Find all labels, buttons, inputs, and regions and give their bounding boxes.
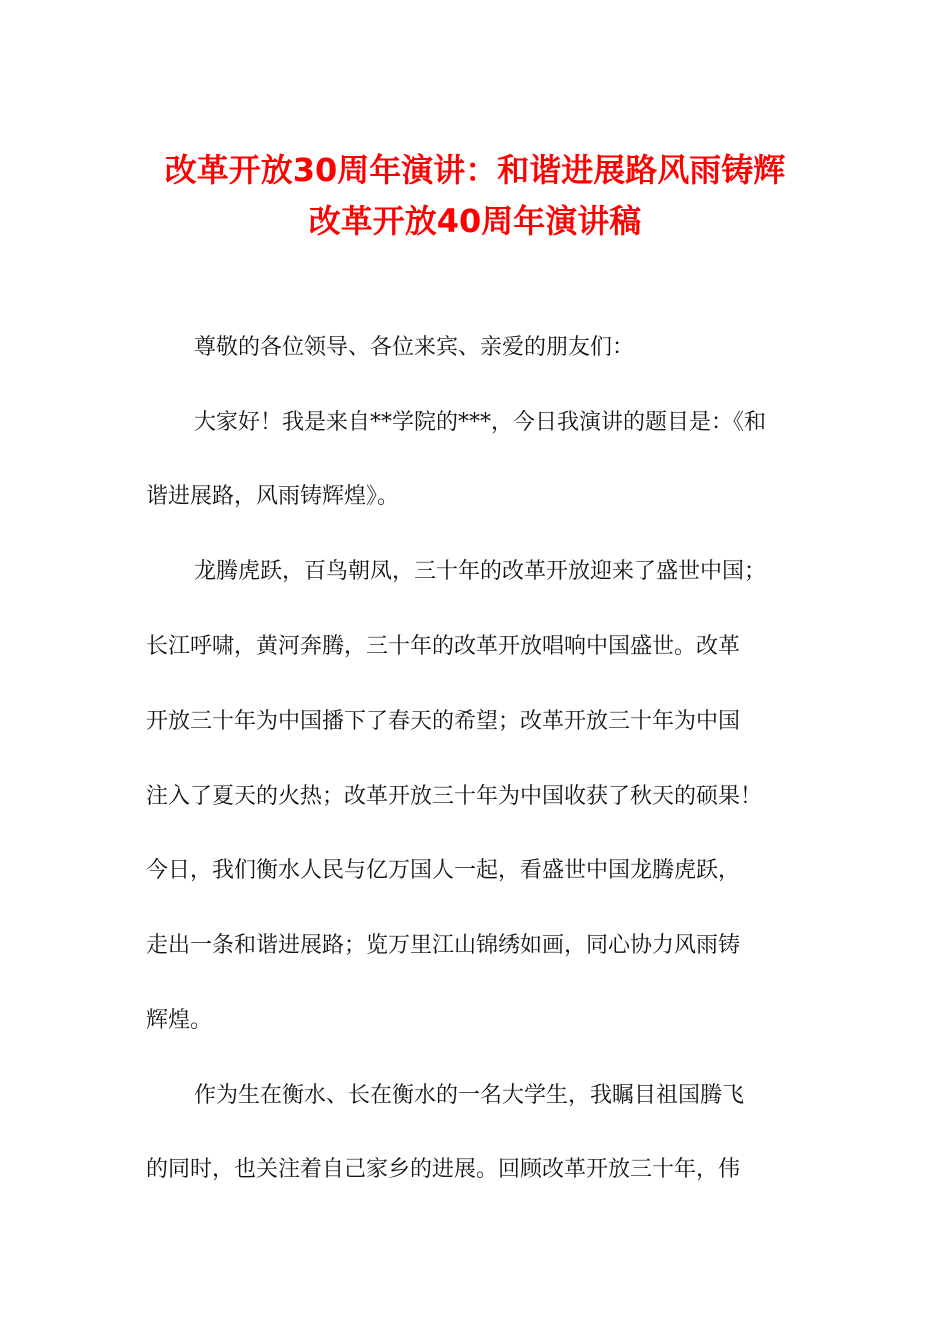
document-title-line-2: 改革开放40周年演讲稿 [308, 202, 642, 240]
document-title-line-1: 改革开放30周年演讲：和谐进展路风雨铸辉 [164, 151, 786, 189]
body-line: 龙腾虎跃，百鸟朝凤，三十年的改革开放迎来了盛世中国； [194, 559, 767, 584]
body-line: 大家好！我是来自**学院的***，今日我演讲的题目是：《和 [194, 410, 767, 435]
body-line: 尊敬的各位领导、各位来宾、亲爱的朋友们： [194, 335, 635, 360]
body-line: 今日，我们衡水人民与亿万国人一起，看盛世中国龙腾虎跃， [146, 858, 741, 883]
body-line: 谐进展路，风雨铸辉煌》。 [146, 484, 400, 509]
body-line: 的同时，也关注着自己家乡的进展。回顾改革开放三十年，伟 [146, 1157, 741, 1182]
body-line: 开放三十年为中国播下了春天的希望；改革开放三十年为中国 [146, 709, 741, 734]
body-line: 作为生在衡水、长在衡水的一名大学生，我瞩目祖国腾飞 [194, 1083, 745, 1108]
body-line: 辉煌。 [146, 1008, 213, 1033]
body-line: 长江呼啸，黄河奔腾，三十年的改革开放唱响中国盛世。改革 [146, 634, 741, 659]
body-line: 注入了夏天的火热；改革开放三十年为中国收获了秋天的硕果！ [146, 784, 763, 809]
body-line: 走出一条和谐进展路；览万里江山锦绣如画，同心协力风雨铸 [146, 933, 741, 958]
